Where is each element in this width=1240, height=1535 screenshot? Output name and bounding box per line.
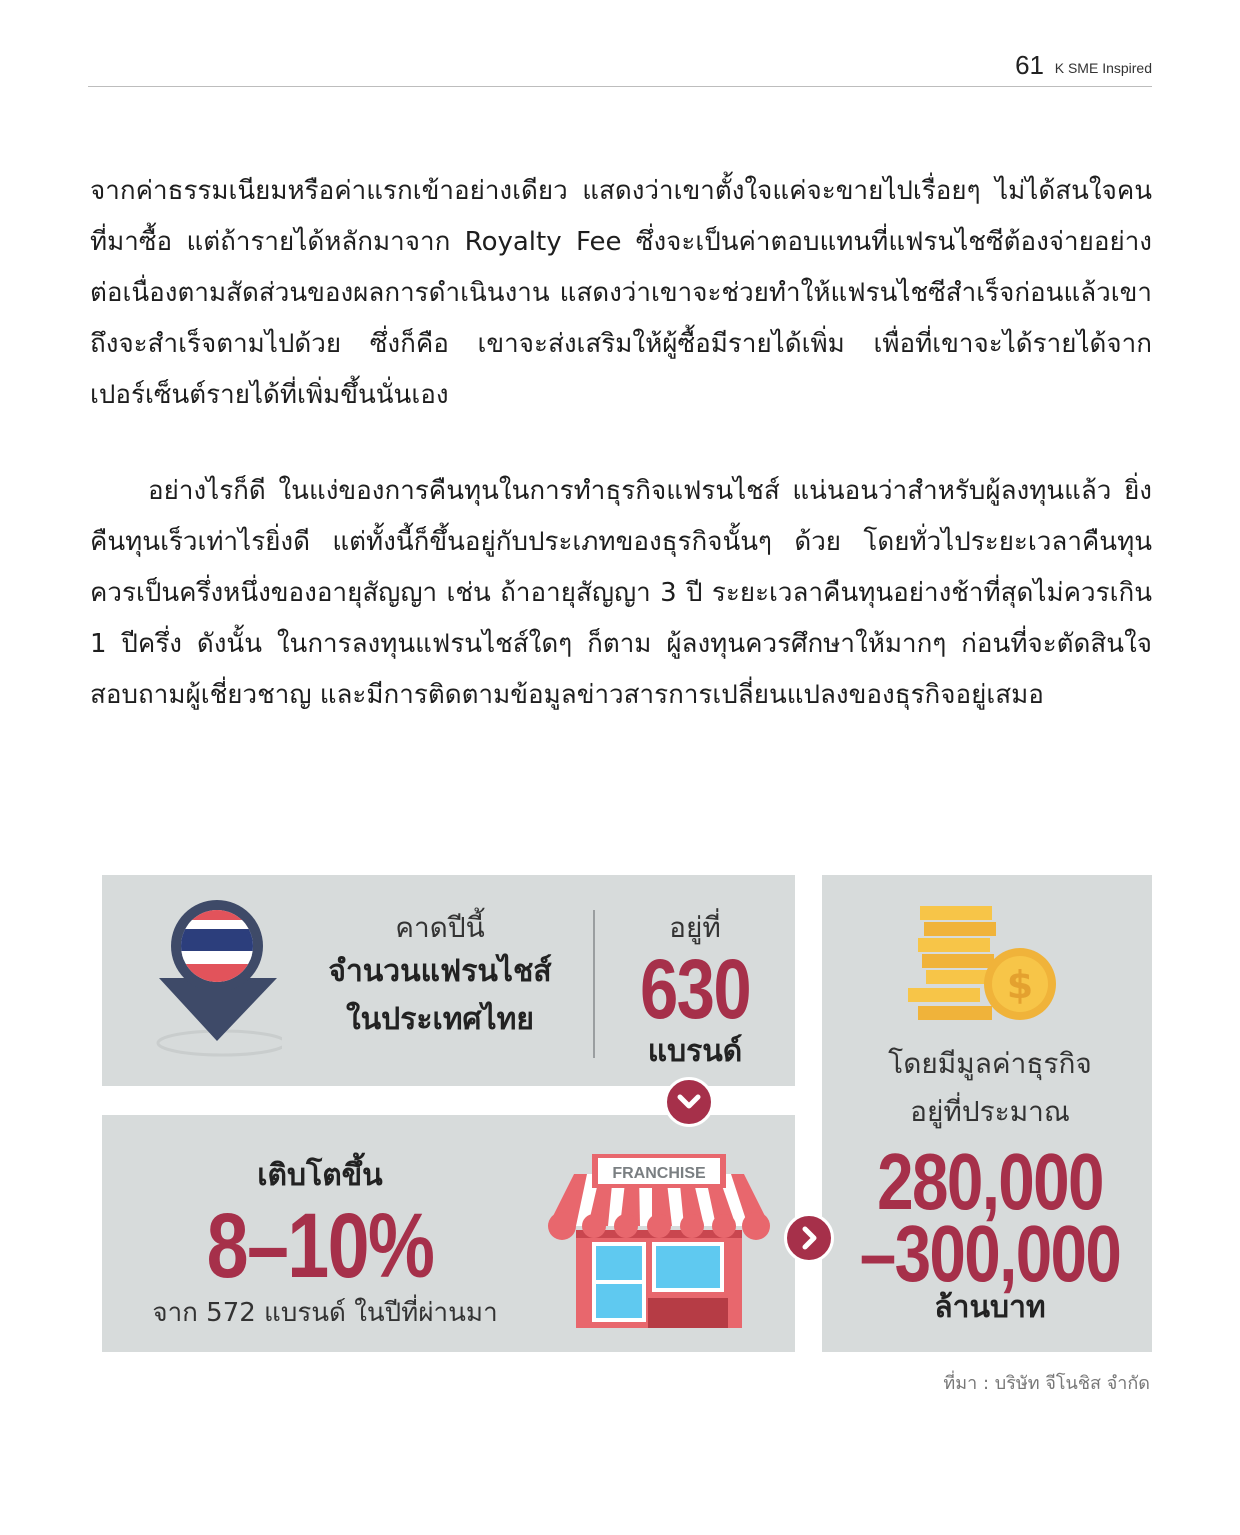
business-value-line1: โดยมีมูลค่าธุรกิจ — [888, 1047, 1092, 1080]
brand-unit: แบรนด์ — [647, 1034, 743, 1069]
chevron-right-icon — [784, 1213, 834, 1263]
gold-coins-icon — [904, 906, 1060, 1030]
franchise-count-title: จำนวนแฟรนไชส์ — [328, 954, 552, 989]
franchise-shop-icon — [548, 1148, 770, 1328]
growth-baseline-text: จาก 572 แบรนด์ ในปีที่ผ่านมา — [152, 1298, 498, 1328]
value-range-high: –300,000 — [859, 1209, 1121, 1298]
page-header — [88, 48, 1152, 87]
panel-divider — [593, 910, 595, 1058]
source-credit: ที่มา : บริษัท จีโนชิส จำกัด — [943, 1373, 1150, 1394]
business-value-label — [840, 1040, 1140, 1136]
magazine-name: K SME Inspired — [1054, 60, 1152, 76]
paragraph-1-text: จากค่าธรรมเนียมหรือค่าแรกเข้าอย่างเดียว แสดงว่าเขาตั้งใจแค่จะขายไปเรื่อยๆ ไม่ได้สนใจคนที่มาซื้อ แต่ถ้ารายได้หลักมาจาก Royalty Fee ซึ่งจะเป็นค่าตอบแทนที่แฟรนไชซีต้องจ่ายอย่างต่อเนื่องตามสัดส่วนของผลการดำเนินงาน แสดงว่าเขาจะช่วยทำให้แฟรนไชซีสำเร็จก่อนแล้วเขาถึงจะสำเร็จตามไปด้วย ซึ่งก็คือ เขาจะส่งเสริมให้ผู้ซื้อมีรายได้เพิ่ม เพื่อที่เขาจะได้รายได้จากเปอร์เซ็นต์รายได้ที่เพิ่มขึ้นนั่นเอง — [90, 176, 1152, 410]
body-paragraph-1 — [90, 166, 1152, 421]
forecast-label: คาดปีนี้ — [395, 911, 485, 944]
business-value-line2: อยู่ที่ประมาณ — [910, 1095, 1070, 1128]
paragraph-2-text: อย่างไรก็ดี ในแง่ของการคืนทุนในการทำธุรกิจแฟรนไชส์ แน่นอนว่าสำหรับผู้ลงทุนแล้ว ยิ่งคืนทุนเร็วเท่าไรยิ่งดี แต่ทั้งนี้ก็ขึ้นอยู่กับประเภทของธุรกิจนั้นๆ ด้วย โดยทั่วไประยะเวลาคืนทุนควรเป็นครึ่งหนึ่งของอายุสัญญา เช่น ถ้าอายุสัญญา 3 ปี ระยะเวลาคืนทุนอย่างช้าที่สุดไม่ควรเกิน 1 ปีครึ่ง ดังนั้น ในการลงทุนแฟรนไชส์ใดๆ ก็ตาม ผู้ลงทุนควรศึกษาให้มากๆ ก่อนที่จะตัดสินใจ สอบถามผู้เชี่ยวชาญ และมีการติดตามข้อมูลข่าวสารการเปลี่ยนแปลงของธุรกิจอยู่เสมอ — [90, 476, 1152, 710]
page-number: 61 — [1015, 50, 1044, 80]
million-baht-unit: ล้านบาท — [934, 1290, 1046, 1325]
chevron-down-icon — [664, 1077, 714, 1127]
franchise-count-number: 630 — [639, 942, 751, 1036]
at-label: อยู่ที่ — [669, 911, 721, 944]
shop-sign-text: FRANCHISE — [612, 1165, 706, 1182]
thailand-pin-icon — [152, 898, 282, 1058]
coin-symbol: $ — [1006, 963, 1034, 1007]
growth-percent: 8–10% — [206, 1195, 434, 1297]
value-range-low: 280,000 — [877, 1137, 1103, 1226]
growth-label: เติบโตขึ้น — [257, 1158, 383, 1193]
body-paragraph-2 — [90, 466, 1152, 721]
in-thailand-title: ในประเทศไทย — [346, 1002, 534, 1037]
